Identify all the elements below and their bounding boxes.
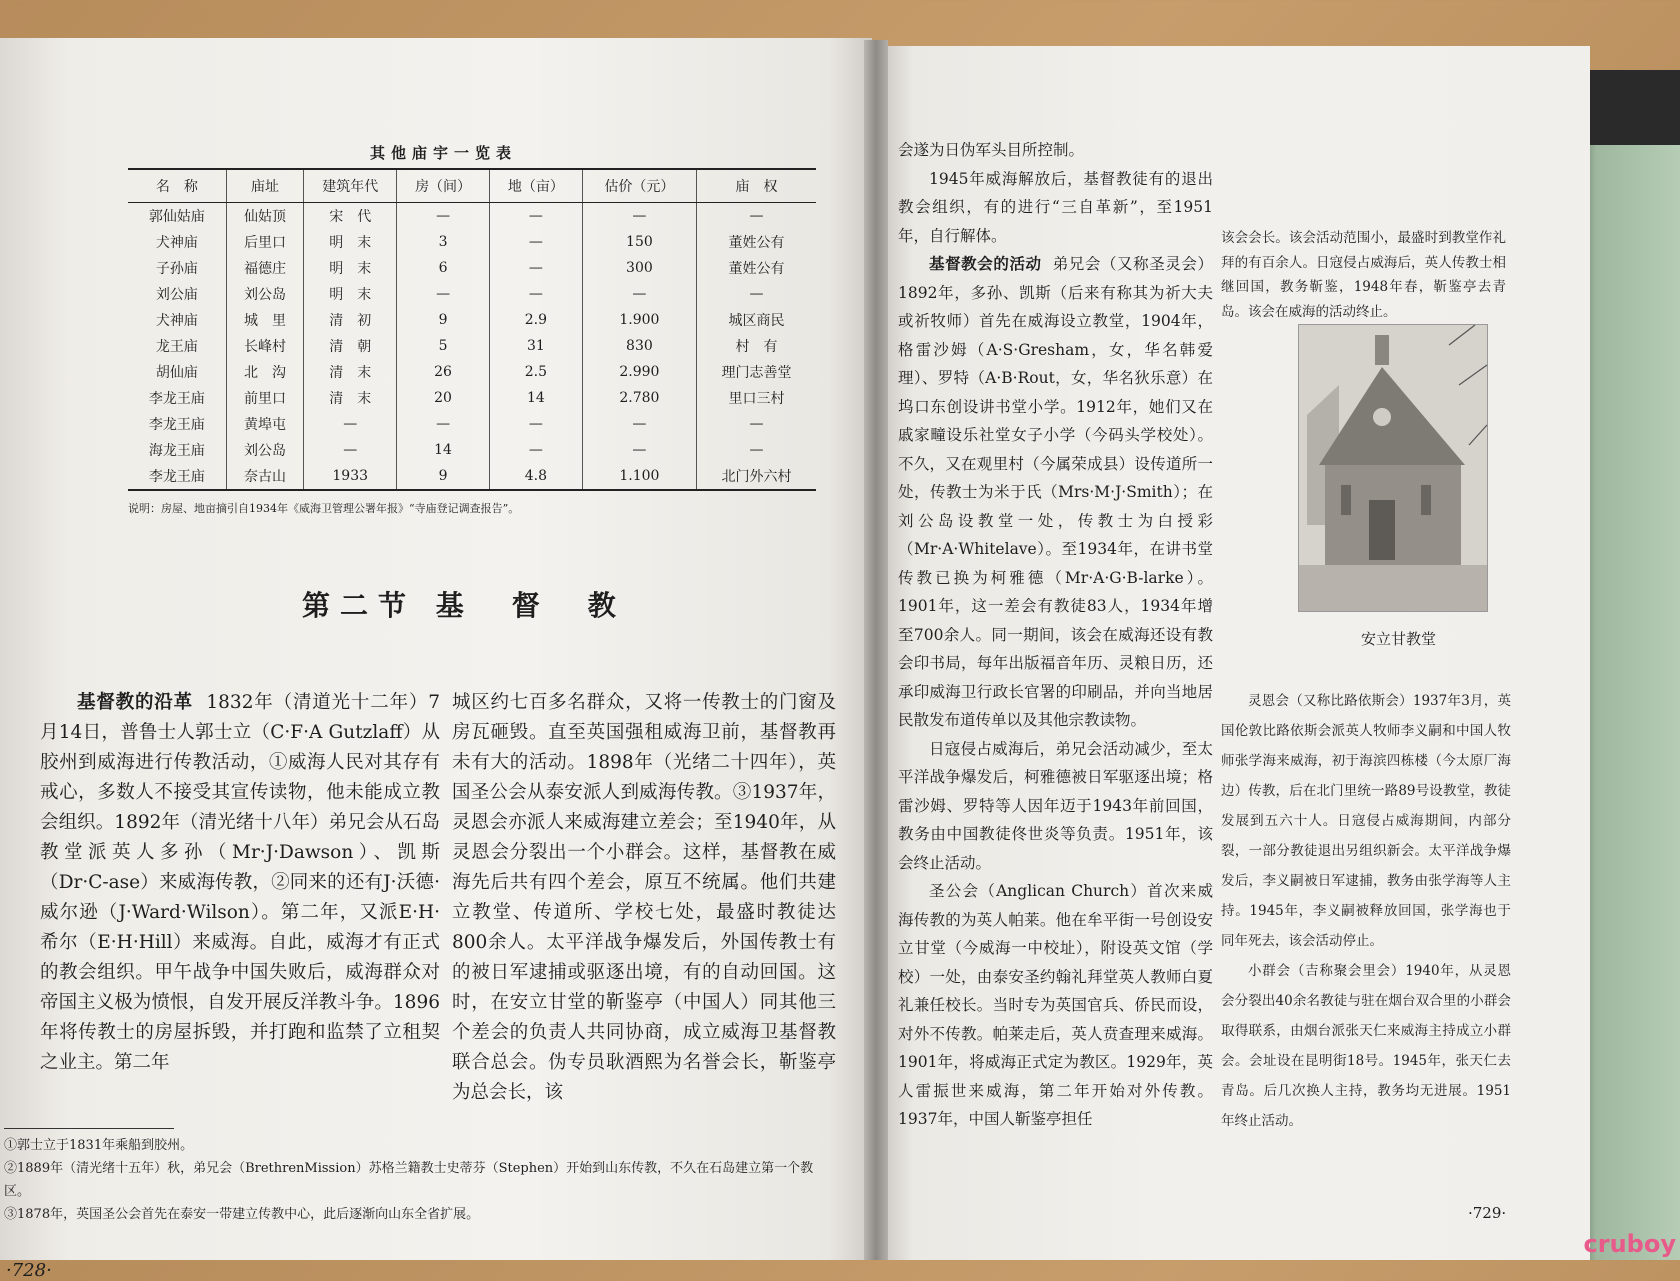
- table-cell: 明 末: [304, 255, 397, 281]
- table-cell: 郭仙姑庙: [148, 209, 205, 225]
- table-row: [128, 385, 816, 411]
- table-cell: 村 有: [696, 333, 816, 359]
- table-note: 说明：房屋、地亩摘引自1934年《威海卫管理公署年报》“寺庙登记调查报告”。: [128, 502, 520, 515]
- table-cell: —: [489, 411, 582, 437]
- table-cell: 长峰村: [226, 333, 304, 359]
- table-row: [128, 307, 816, 333]
- column-header: 估价（元）: [582, 169, 696, 203]
- table-cell: 宋 代: [304, 203, 397, 230]
- table-cell: 仙姑顶: [226, 203, 304, 230]
- table-cell: 董姓公有: [696, 229, 816, 255]
- page-number-left: ·728·: [6, 1260, 52, 1281]
- paragraph-text: 1945年威海解放后，基督教徒有的退出教会组织，有的进行“三自革新”，至1951年，自行解体。: [898, 169, 1213, 245]
- table-cell: 里口三村: [696, 385, 816, 411]
- footnote: ①郭士立于1831年乘船到胶州。: [4, 1138, 194, 1153]
- footnote-rule: [4, 1128, 174, 1129]
- table-row: [128, 229, 816, 255]
- table-cell: —: [582, 281, 696, 307]
- table-cell: —: [489, 229, 582, 255]
- table-cell: 清 末: [304, 359, 397, 385]
- paragraph-text: 灵恩会（又称比路依斯会）1937年3月，英国伦敦比路依斯会派英人牧师李义嗣和中国人牧师张学海来威海，初于海滨四栋楼（今太原厂海边）传教，后在北门里统一路89号设教堂，教徒发展到五六十人。日寇侵占威海期间，内部分裂，一部分教徒退出另组织新会。太平洋战争爆发后，李义嗣被日军逮捕，教务由张学海等人主持。1945年，李义嗣被释放回国，张学海也于同年死去，该会活动停止。: [1221, 693, 1511, 949]
- column-header: 庙 权: [696, 169, 816, 203]
- left-page: [0, 38, 872, 1281]
- paragraph-heading: 基督教的沿革: [77, 692, 193, 713]
- table-cell: —: [489, 203, 582, 230]
- table-cell: —: [489, 281, 582, 307]
- footnote: ②1889年（清光绪十五年）秋，弟兄会（BrethrenMission）苏格兰籍教士史蒂芬（Stephen）开始到山东传教，不久在石岛建立第一个教区。: [4, 1161, 814, 1199]
- column-header: 名 称: [128, 169, 226, 203]
- paragraph-text: 会遂为日伪军头目所控制。: [898, 141, 1085, 159]
- table-cell: 清 末: [304, 385, 397, 411]
- right-column-3: [1221, 686, 1511, 1136]
- table-cell: 14: [489, 385, 582, 411]
- table-cell: 1933: [304, 463, 397, 490]
- table-cell: 刘公岛: [226, 437, 304, 463]
- table-title: 其他庙宇一览表: [370, 144, 518, 162]
- table-cell: 31: [489, 333, 582, 359]
- table-cell: —: [397, 203, 490, 230]
- table-row: [128, 411, 816, 437]
- table-cell: 清 初: [304, 307, 397, 333]
- paragraph-text: 该会会长。该会活动范围小，最盛时到教堂作礼拜的有百余人。日寇侵占威海后，英人传教士相继回国，教务靳鉴，1948年春，靳鉴亭去青岛。该会在威海的活动终止。: [1221, 230, 1506, 320]
- table-cell: 明 末: [304, 229, 397, 255]
- table-cell: 龙王庙: [155, 339, 198, 355]
- table-cell: 胡仙庙: [155, 365, 198, 381]
- table-cell: 福德庄: [226, 255, 304, 281]
- table-cell: 2.5: [489, 359, 582, 385]
- table-cell: 刘公岛: [226, 281, 304, 307]
- table-cell: 李龙王庙: [148, 417, 205, 433]
- table-row: [128, 281, 816, 307]
- column-header: 建筑年代: [304, 169, 397, 203]
- table-cell: 1.900: [582, 307, 696, 333]
- footnotes: [4, 1134, 824, 1226]
- table-cell: 26: [397, 359, 490, 385]
- right-page: [878, 46, 1590, 1260]
- table-cell: 李龙王庙: [148, 391, 205, 407]
- paragraph-text: 日寇侵占威海后，弟兄会活动减少，至太平洋战争爆发后，柯雅德被日军驱逐出境；格雷沙姆、罗特等人因年迈于1943年前回国，教务由中国教徒佟世炎等负责。1951年，该会终止活动。: [898, 739, 1213, 872]
- table-cell: 2.990: [582, 359, 696, 385]
- table-cell: 李龙王庙: [128, 463, 226, 490]
- table-cell: 20: [397, 385, 490, 411]
- table-cell: 犬神庙: [155, 235, 198, 251]
- table-cell: 6: [397, 255, 490, 281]
- column-header: 庙址: [226, 169, 304, 203]
- table-row: [128, 437, 816, 463]
- table-cell: 2.780: [582, 385, 696, 411]
- table-row: [128, 463, 816, 490]
- paragraph-text: 小群会（吉称聚会里会）1940年，从灵恩会分裂出40余名教徒与驻在烟台双合里的小群会取得联系，由烟台派张天仁来威海主持成立小群会。会址设在昆明街18号。1945年，张天仁去青岛。后几次换人主持，教务均无进展。1951年终止活动。: [1221, 963, 1511, 1129]
- left-column-2: [452, 688, 836, 1108]
- paragraph-text: 1832年（清道光十二年）7月14日，普鲁士人郭士立（C·F·A Gutzlaff）从胶州到威海进行传教活动，①威海人民对其存有戒心，多数人不接受其宣传读物，他未能成立教会组织。1892年（清光绪十八年）弟兄会从石岛教堂派英人多孙（Mr·J·Dawson）、凯斯（Dr·C-ase）来威海传教，②同来的还有J·沃德·威尔逊（J·Ward·Wilson）。第二年，又派E·H·希尔（E·H·Hill）来威海。自此，威海才有正式的教会组织。甲午战争中国失败后，威海群众对帝国主义极为愤恨，自发开展反洋教斗争。1896年将传教士的房屋拆毁，并打跑和监禁了立租契之业主。第二年: [40, 692, 440, 1073]
- table-cell: 明 末: [304, 281, 397, 307]
- table-cell: 北门外六村: [696, 463, 816, 490]
- table-cell: —: [582, 437, 696, 463]
- church-photo: [1298, 324, 1488, 612]
- paragraph-text: 弟兄会（又称圣灵会）1892年，多孙、凯斯（后来有称其为祈大夫或祈牧师）首先在威海设立教堂，1904年，格雷沙姆（A·S·Gresham，女，华名韩爱理）、罗特（A·B·Rout，女，华名狄乐意）在坞口东创设讲书堂小学。1912年，她们又在戚家疃设乐社堂女子小学（今码头学校处）。不久，又在观里村（今属荣成县）设传道所一处，传教士为米于氏（Mrs·M·J·Smith）；在刘公岛设教堂一处，传教士为白授彩（Mr·A·Whitelave）。至1934年，在讲书堂传教已换为柯雅德（Mr·A·G·B-larke）。1901年，这一差会有教徒83人，1934年增至700余人。同一期间，该会在威海还设有教会印书局，每年出版福音年历、灵粮日历，还承印威海卫行政长官署的印刷品，并向当地居民散发布道传单以及其他宗教读物。: [898, 255, 1213, 729]
- table-cell: 14: [397, 437, 490, 463]
- page-number-right: ·729·: [1468, 1204, 1507, 1222]
- table-cell: 海龙王庙: [148, 443, 205, 459]
- table-cell: 城区商民: [696, 307, 816, 333]
- table-body: [128, 203, 816, 491]
- table-cell: 城 里: [226, 307, 304, 333]
- watermark: cruboy: [1583, 1230, 1676, 1258]
- paragraph-text: 圣公会（Anglican Church）首次来威海传教的为英人帕莱。他在牟平街一号创设安立甘堂（今威海一中校址），附设英文馆（学校）一处，由泰安圣约翰礼拜堂英人教师白夏礼兼任校长。当时专为英国官兵、侨民而设，对外不传教。帕莱走后，英人贲查理来威海。1901年，将威海正式定为教区。1929年，英人雷振世来威海，第二年开始对外传教。1937年，中国人靳鉴亭担任: [898, 882, 1213, 1128]
- table-cell: 1.100: [582, 463, 696, 490]
- paragraph-text: 城区约七百多名群众，又将一传教士的门窗及房瓦砸毁。直至英国强租威海卫前，基督教再未有大的活动。1898年（光绪二十四年），英国圣公会从泰安派人到威海传教。③1937年，灵恩会亦派人来威海建立差会；至1940年，从灵恩会分裂出一个小群会。这样，基督教在威海先后共有四个差会，原互不统属。他们共建立教堂、传道所、学校七处，最盛时教徒达800余人。太平洋战争爆发后，外国传教士有的被日军逮捕或驱逐出境，有的自动回国。这时，在安立甘堂的靳鉴亭（中国人）同其他三个差会的负责人共同协商，成立威海卫基督教联合总会。伪专员耿酒熙为名誉会长，靳鉴亭为总会长，该: [452, 692, 836, 1103]
- left-column-1: [40, 688, 440, 1078]
- table-cell: —: [304, 411, 397, 437]
- table-cell: —: [696, 281, 816, 307]
- section-title: 第二节 基 督 教: [302, 589, 626, 622]
- table-cell: 4.8: [489, 463, 582, 490]
- table-cell: 3: [397, 229, 490, 255]
- table-cell: —: [582, 203, 696, 230]
- photo-caption: 安立甘教堂: [1361, 630, 1437, 648]
- table-cell: 300: [582, 255, 696, 281]
- table-cell: —: [696, 437, 816, 463]
- table-row: [128, 359, 816, 385]
- table-cell: 子孙庙: [155, 261, 198, 277]
- table-cell: 奈古山: [226, 463, 304, 490]
- table-cell: 9: [397, 463, 490, 490]
- table-row: [128, 255, 816, 281]
- table-row: [128, 203, 816, 230]
- table-row: [128, 333, 816, 359]
- table-cell: —: [489, 255, 582, 281]
- footnote: ③1878年，英国圣公会首先在泰安一带建立传教中心，此后逐渐向山东全省扩展。: [4, 1207, 480, 1222]
- column-header: 地（亩）: [489, 169, 582, 203]
- table-cell: —: [489, 437, 582, 463]
- book-gutter: [864, 40, 888, 1260]
- table-header-row: [128, 169, 816, 203]
- table-cell: —: [696, 411, 816, 437]
- table-cell: 黄埠屯: [226, 411, 304, 437]
- column-header: 房（间）: [397, 169, 490, 203]
- table-cell: 前里口: [226, 385, 304, 411]
- table-cell: —: [582, 411, 696, 437]
- table-cell: —: [696, 203, 816, 230]
- table-cell: 830: [582, 333, 696, 359]
- table-cell: 清 朝: [304, 333, 397, 359]
- table-cell: —: [397, 281, 490, 307]
- table-cell: 理门志善堂: [696, 359, 816, 385]
- table-cell: —: [304, 437, 397, 463]
- table-cell: 150: [582, 229, 696, 255]
- table-cell: 刘公庙: [155, 287, 198, 303]
- temple-table: [128, 168, 816, 491]
- table-cell: 董姓公有: [696, 255, 816, 281]
- table-cell: 5: [397, 333, 490, 359]
- right-column-1: [898, 136, 1213, 1134]
- right-column-2: [1221, 226, 1506, 324]
- table-cell: —: [397, 411, 490, 437]
- table-cell: 犬神庙: [155, 313, 198, 329]
- table-cell: 北 沟: [226, 359, 304, 385]
- paragraph-heading: 基督教会的活动: [929, 255, 1042, 273]
- table-cell: 2.9: [489, 307, 582, 333]
- table-cell: 后里口: [226, 229, 304, 255]
- table-cell: 9: [397, 307, 490, 333]
